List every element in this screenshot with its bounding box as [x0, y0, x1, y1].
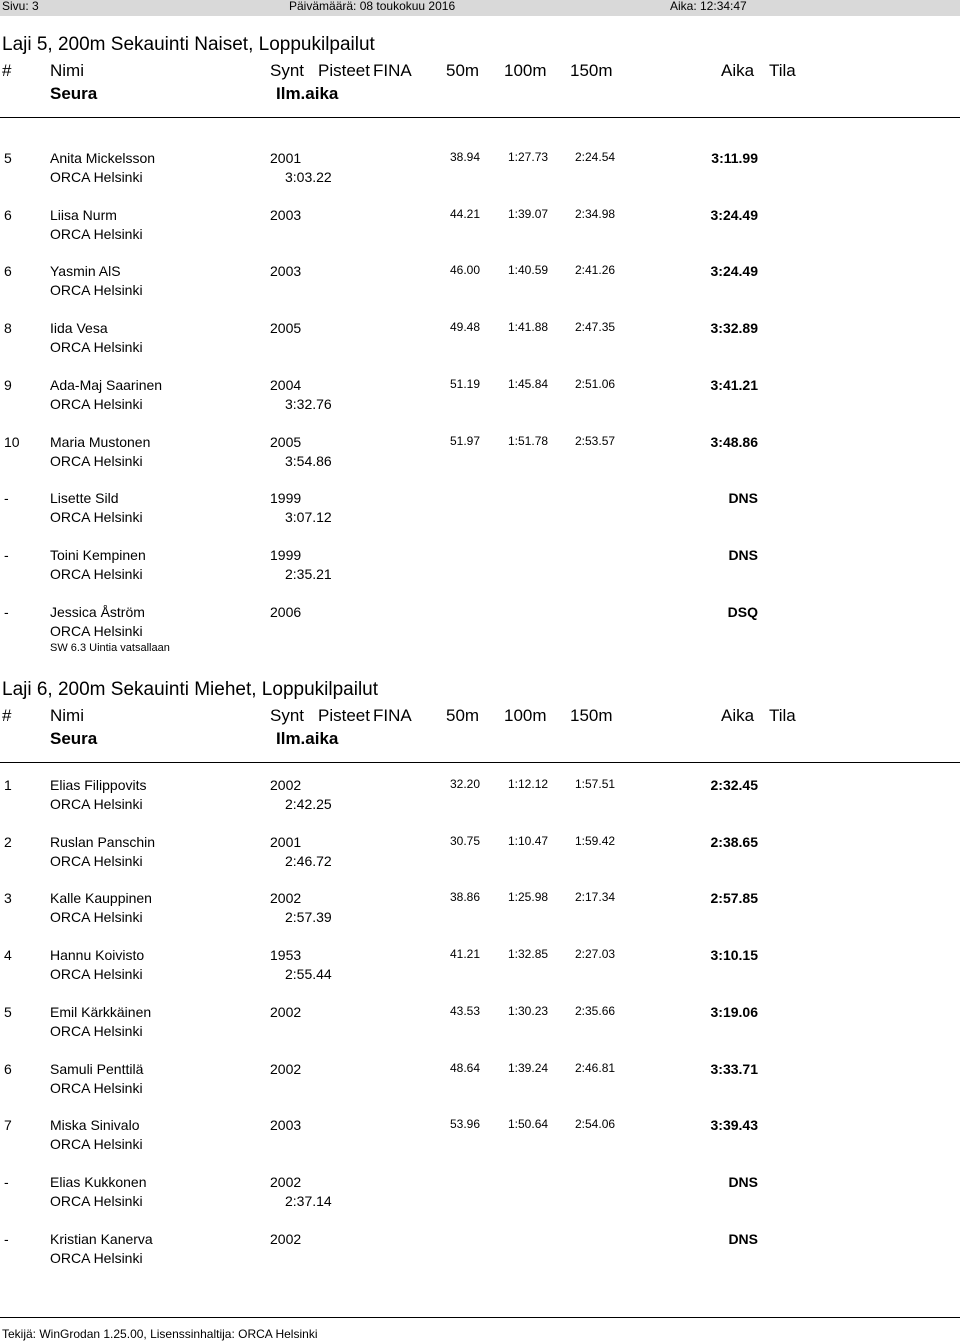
- col-header-status: Tila: [769, 61, 796, 80]
- birth-year: 2001: [270, 834, 302, 850]
- col-header-time: Aika: [721, 706, 755, 725]
- final-time: 2:38.65: [710, 834, 758, 850]
- col-header-50m: 50m: [446, 706, 480, 725]
- split-50m: 48.64: [450, 1061, 481, 1075]
- final-time: 2:57.85: [710, 890, 758, 906]
- col-header-fina: FINA: [373, 706, 412, 725]
- result-rank: -: [4, 1174, 9, 1190]
- split-150m: 1:59.42: [575, 834, 616, 848]
- club-name: ORCA Helsinki: [50, 1023, 143, 1039]
- club-name: ORCA Helsinki: [50, 853, 143, 869]
- col-header-time: Aika: [721, 61, 755, 80]
- result-rank: 6: [4, 1061, 12, 1077]
- entry-time: 2:57.39: [285, 909, 332, 925]
- entry-time: 2:46.72: [285, 853, 332, 869]
- entry-time: 2:37.14: [285, 1193, 332, 1209]
- footer-credit: Tekijä: WinGrodan 1.25.00, Lisenssinhaltija: ORCA Helsinki: [2, 1327, 318, 1341]
- split-100m: 1:30.23: [508, 1004, 549, 1018]
- col-header-status: Tila: [769, 706, 796, 725]
- entry-time: 3:32.76: [285, 396, 332, 412]
- split-100m: 1:51.78: [508, 434, 549, 448]
- swimmer-name: Lisette Sild: [50, 490, 119, 506]
- result-rank: 8: [4, 320, 12, 336]
- col-header-50m: 50m: [446, 61, 480, 80]
- entry-time: 2:42.25: [285, 796, 332, 812]
- split-150m: 2:47.35: [575, 320, 616, 334]
- result-rank: 6: [4, 207, 12, 223]
- birth-year: 2002: [270, 777, 302, 793]
- result-rank: 1: [4, 777, 12, 793]
- club-name: ORCA Helsinki: [50, 796, 143, 812]
- club-name: ORCA Helsinki: [50, 282, 143, 298]
- club-name: ORCA Helsinki: [50, 339, 143, 355]
- club-name: ORCA Helsinki: [50, 1080, 143, 1096]
- split-100m: 1:27.73: [508, 150, 549, 164]
- club-name: ORCA Helsinki: [50, 566, 143, 582]
- swimmer-name: Samuli Penttilä: [50, 1061, 144, 1077]
- split-100m: 1:45.84: [508, 377, 549, 391]
- result-rank: -: [4, 490, 9, 506]
- split-150m: 2:24.54: [575, 150, 616, 164]
- result-rank: 10: [4, 434, 20, 450]
- swimmer-name: Toini Kempinen: [50, 547, 146, 563]
- header-divider: [0, 117, 960, 118]
- swimmer-name: Jessica Åström: [50, 604, 145, 620]
- birth-year: 2005: [270, 320, 302, 336]
- split-50m: 43.53: [450, 1004, 481, 1018]
- split-100m: 1:10.47: [508, 834, 549, 848]
- club-name: ORCA Helsinki: [50, 396, 143, 412]
- col-header-birth: Synt: [270, 706, 305, 725]
- col-header-150m: 150m: [570, 706, 613, 725]
- split-150m: 2:51.06: [575, 377, 616, 391]
- result-rank: 9: [4, 377, 12, 393]
- club-name: ORCA Helsinki: [50, 509, 143, 525]
- club-name: ORCA Helsinki: [50, 1136, 143, 1152]
- final-time: DNS: [728, 1174, 758, 1190]
- swimmer-name: Ada-Maj Saarinen: [50, 377, 163, 393]
- final-time: 3:24.49: [710, 207, 758, 223]
- split-100m: 1:25.98: [508, 890, 549, 904]
- final-time: DNS: [728, 547, 758, 563]
- split-100m: 1:32.85: [508, 947, 549, 961]
- birth-year: 2002: [270, 890, 302, 906]
- swimmer-name: Hannu Koivisto: [50, 947, 145, 963]
- final-time: DSQ: [727, 604, 758, 620]
- birth-year: 2005: [270, 434, 302, 450]
- club-name: ORCA Helsinki: [50, 453, 143, 469]
- birth-year: 2001: [270, 150, 302, 166]
- final-time: 3:24.49: [710, 263, 758, 279]
- split-100m: 1:50.64: [508, 1117, 549, 1131]
- club-name: ORCA Helsinki: [50, 1193, 143, 1209]
- split-150m: 1:57.51: [575, 777, 616, 791]
- club-name: ORCA Helsinki: [50, 226, 143, 242]
- result-rank: -: [4, 1231, 9, 1247]
- birth-year: 2003: [270, 263, 302, 279]
- split-50m: 49.48: [450, 320, 481, 334]
- col-header-club: Seura: [50, 84, 98, 103]
- footer-divider: [0, 1317, 960, 1318]
- result-rank: -: [4, 547, 9, 563]
- result-rank: 6: [4, 263, 12, 279]
- birth-year: 2004: [270, 377, 302, 393]
- split-150m: 2:34.98: [575, 207, 616, 221]
- print-time: Aika: 12:34:47: [670, 0, 747, 13]
- final-time: DNS: [728, 1231, 758, 1247]
- swimmer-name: Miska Sinivalo: [50, 1117, 140, 1133]
- split-50m: 51.19: [450, 377, 481, 391]
- birth-year: 1999: [270, 547, 302, 563]
- col-header-entry-time: Ilm.aika: [276, 729, 339, 748]
- swimmer-name: Kristian Kanerva: [50, 1231, 153, 1247]
- col-header-150m: 150m: [570, 61, 613, 80]
- birth-year: 1953: [270, 947, 302, 963]
- page-header-bar: [0, 0, 960, 16]
- split-50m: 46.00: [450, 263, 481, 277]
- birth-year: 2006: [270, 604, 302, 620]
- entry-time: 3:54.86: [285, 453, 332, 469]
- disqualification-note: SW 6.3 Uintia vatsallaan: [50, 642, 170, 654]
- split-50m: 30.75: [450, 834, 481, 848]
- result-rank: 5: [4, 1004, 12, 1020]
- final-time: 3:19.06: [710, 1004, 758, 1020]
- swimmer-name: Iida Vesa: [50, 320, 108, 336]
- col-header-entry-time: Ilm.aika: [276, 84, 339, 103]
- club-name: ORCA Helsinki: [50, 909, 143, 925]
- result-rank: 2: [4, 834, 12, 850]
- split-150m: 2:54.06: [575, 1117, 616, 1131]
- club-name: ORCA Helsinki: [50, 966, 143, 982]
- swimmer-name: Liisa Nurm: [50, 207, 117, 223]
- final-time: 3:10.15: [710, 947, 758, 963]
- split-50m: 32.20: [450, 777, 481, 791]
- entry-time: 2:55.44: [285, 966, 332, 982]
- final-time: 3:33.71: [710, 1061, 758, 1077]
- split-50m: 41.21: [450, 947, 481, 961]
- result-rank: 3: [4, 890, 12, 906]
- split-50m: 38.86: [450, 890, 481, 904]
- split-150m: 2:46.81: [575, 1061, 616, 1075]
- birth-year: 2003: [270, 207, 302, 223]
- birth-year: 2002: [270, 1061, 302, 1077]
- split-100m: 1:40.59: [508, 263, 549, 277]
- birth-year: 2002: [270, 1174, 302, 1190]
- col-header-name: Nimi: [50, 61, 84, 80]
- split-100m: 1:12.12: [508, 777, 549, 791]
- print-date: Päivämäärä: 08 toukokuu 2016: [289, 0, 456, 13]
- final-time: 3:48.86: [710, 434, 758, 450]
- col-header-birth: Synt: [270, 61, 305, 80]
- final-time: DNS: [728, 490, 758, 506]
- entry-time: 2:35.21: [285, 566, 332, 582]
- club-name: ORCA Helsinki: [50, 1250, 143, 1266]
- result-rank: 5: [4, 150, 12, 166]
- result-rank: 4: [4, 947, 12, 963]
- entry-time: 3:03.22: [285, 169, 332, 185]
- split-150m: 2:27.03: [575, 947, 616, 961]
- birth-year: 2002: [270, 1231, 302, 1247]
- col-header-rank: #: [2, 61, 12, 80]
- club-name: ORCA Helsinki: [50, 623, 143, 639]
- birth-year: 1999: [270, 490, 302, 506]
- col-header-name: Nimi: [50, 706, 84, 725]
- swimmer-name: Elias Filippovits: [50, 777, 147, 793]
- event-title: Laji 6, 200m Sekauinti Miehet, Loppukilpailut: [2, 679, 379, 700]
- event-title: Laji 5, 200m Sekauinti Naiset, Loppukilpailut: [2, 34, 375, 55]
- col-header-club: Seura: [50, 729, 98, 748]
- swimmer-name: Ruslan Panschin: [50, 834, 156, 850]
- swimmer-name: Maria Mustonen: [50, 434, 151, 450]
- swimmer-name: Kalle Kauppinen: [50, 890, 152, 906]
- final-time: 3:41.21: [710, 377, 758, 393]
- split-50m: 51.97: [450, 434, 481, 448]
- split-150m: 2:53.57: [575, 434, 616, 448]
- birth-year: 2002: [270, 1004, 302, 1020]
- col-header-points: Pisteet: [318, 706, 370, 725]
- swimmer-name: Anita Mickelsson: [50, 150, 156, 166]
- col-header-fina: FINA: [373, 61, 412, 80]
- split-150m: 2:17.34: [575, 890, 616, 904]
- entry-time: 3:07.12: [285, 509, 332, 525]
- header-divider: [0, 762, 960, 763]
- final-time: 3:32.89: [710, 320, 758, 336]
- split-50m: 53.96: [450, 1117, 481, 1131]
- col-header-rank: #: [2, 706, 12, 725]
- split-50m: 44.21: [450, 207, 481, 221]
- col-header-points: Pisteet: [318, 61, 370, 80]
- split-150m: 2:41.26: [575, 263, 616, 277]
- split-100m: 1:39.24: [508, 1061, 549, 1075]
- birth-year: 2003: [270, 1117, 302, 1133]
- final-time: 3:11.99: [711, 150, 758, 166]
- col-header-100m: 100m: [504, 706, 547, 725]
- result-rank: -: [4, 604, 9, 620]
- swimmer-name: Yasmin AlS: [50, 263, 121, 279]
- split-100m: 1:41.88: [508, 320, 549, 334]
- swimmer-name: Emil Kärkkäinen: [50, 1004, 152, 1020]
- split-50m: 38.94: [450, 150, 481, 164]
- page-number: Sivu: 3: [2, 0, 39, 13]
- split-150m: 2:35.66: [575, 1004, 616, 1018]
- club-name: ORCA Helsinki: [50, 169, 143, 185]
- split-100m: 1:39.07: [508, 207, 549, 221]
- swimmer-name: Elias Kukkonen: [50, 1174, 147, 1190]
- final-time: 2:32.45: [710, 777, 758, 793]
- final-time: 3:39.43: [710, 1117, 758, 1133]
- col-header-100m: 100m: [504, 61, 547, 80]
- result-rank: 7: [4, 1117, 12, 1133]
